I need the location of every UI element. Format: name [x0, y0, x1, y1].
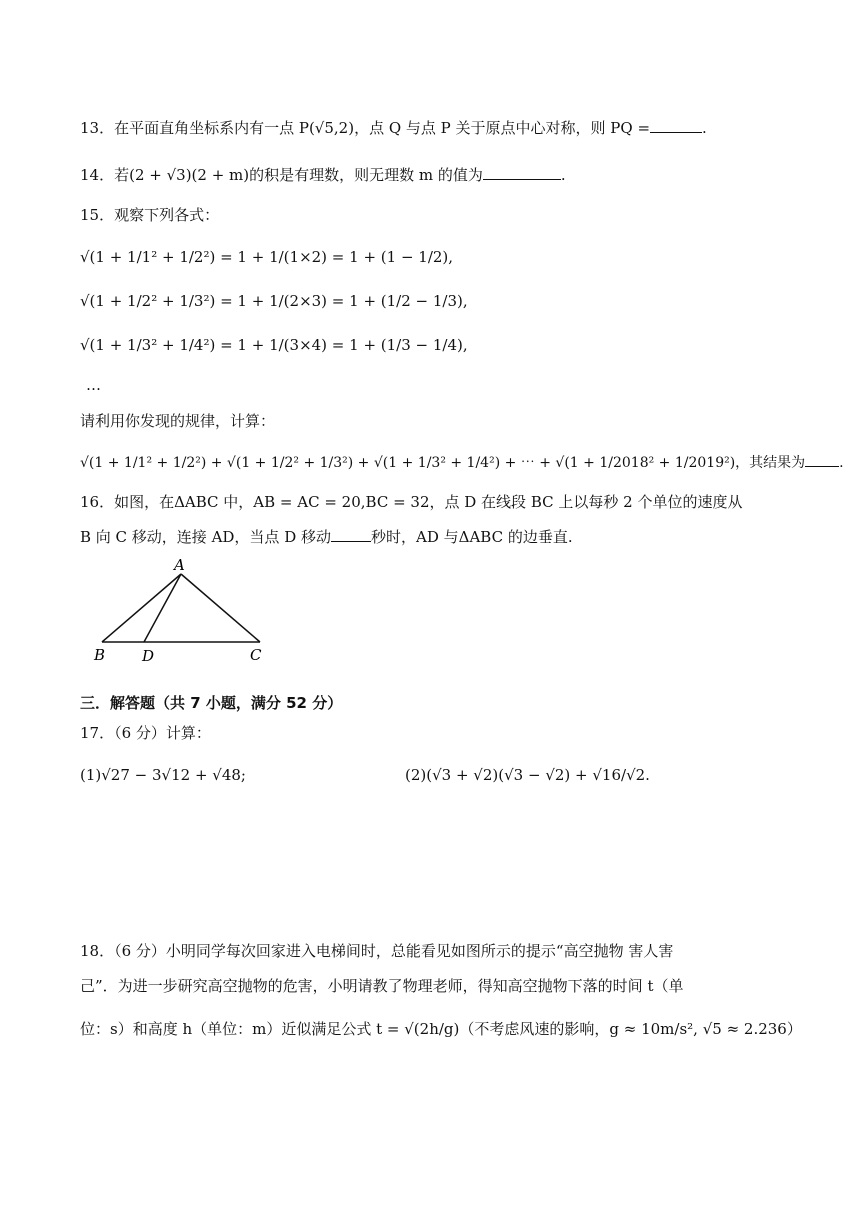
question-14 — [80, 164, 566, 186]
q17-title: 17．（6 分）计算： — [80, 724, 211, 742]
q15-row-3: √(1 + 1/3² + 1/4²) = 1 + 1/(3×4) = 1 + (1/3 − 1/4), — [80, 336, 468, 354]
q13-answer-blank[interactable] — [650, 118, 702, 133]
q16-line-1: 16．如图，在ΔABC 中，AB = AC = 20,BC = 32，点 D 在线段 BC 上以每秒 2 个单位的速度从 — [80, 493, 743, 511]
vertex-c-label: C — [250, 646, 262, 664]
q17-part-2: (2)(√3 + √2)(√3 − √2) + √16/√2. — [405, 766, 650, 784]
q18-line-1: 18．（6 分）小明同学每次回家进入电梯间时，总能看见如图所示的提示“高空抛物 害人害 — [80, 942, 674, 960]
q13-end: . — [702, 119, 707, 137]
point-d-label: D — [142, 647, 155, 665]
q18-line-3: 位：s）和高度 h（单位：m）近似满足公式 t = √(2h/g)（不考虑风速的影响，g ≈ 10m/s², √5 ≈ 2.236） — [80, 1020, 802, 1038]
question-13 — [80, 117, 707, 139]
q15-expr: √(1 + 1/1² + 1/2²) + √(1 + 1/2² + 1/3²) + √(1 + 1/3² + 1/4²) + ⋯ + √(1 + 1/2018² + 1/2019²)，其结果为 — [80, 455, 806, 471]
vertex-b-label: B — [94, 646, 106, 664]
vertex-a-label: A — [174, 558, 185, 574]
q16-line-2 — [80, 526, 573, 548]
side-ac — [181, 574, 260, 642]
q13-text: 13．在平面直角坐标系内有一点 P(√5,2)，点 Q 与点 P 关于原点中心对称，则 PQ = — [80, 119, 651, 137]
q15-title: 15．观察下列各式： — [80, 206, 220, 224]
q14-text: 14．若(2 + √3)(2 + m)的积是有理数，则无理数 m 的值为 — [80, 166, 483, 184]
q14-answer-blank[interactable] — [483, 165, 561, 180]
q15-answer-blank[interactable] — [805, 452, 839, 467]
q15-row-1: √(1 + 1/1² + 1/2²) = 1 + 1/(1×2) = 1 + (1 − 1/2), — [80, 248, 454, 266]
segment-ad — [144, 574, 181, 642]
side-ab — [102, 574, 181, 642]
q17-part-1: (1)√27 − 3√12 + √48; — [80, 766, 246, 784]
q15-end: . — [839, 455, 844, 471]
q16-answer-blank[interactable] — [331, 527, 371, 542]
q15-ellipsis: … — [86, 376, 101, 394]
q15-expression — [80, 452, 844, 474]
q16-line-2b: 秒时，AD 与ΔABC 的边垂直. — [371, 528, 573, 546]
q14-end: . — [560, 166, 566, 184]
triangle-figure — [88, 558, 278, 668]
q16-line-2a: B 向 C 移动，连接 AD，当点 D 移动 — [80, 528, 331, 546]
q15-prompt: 请利用你发现的规律，计算： — [80, 412, 276, 430]
q18-line-2: 己”．为进一步研究高空抛物的危害，小明请教了物理老师，得知高空抛物下落的时间 t（单 — [80, 977, 684, 995]
q15-row-2: √(1 + 1/2² + 1/3²) = 1 + 1/(2×3) = 1 + (1/2 − 1/3), — [80, 292, 468, 310]
section-3-title: 三．解答题（共 7 小题，满分 52 分） — [80, 694, 343, 712]
